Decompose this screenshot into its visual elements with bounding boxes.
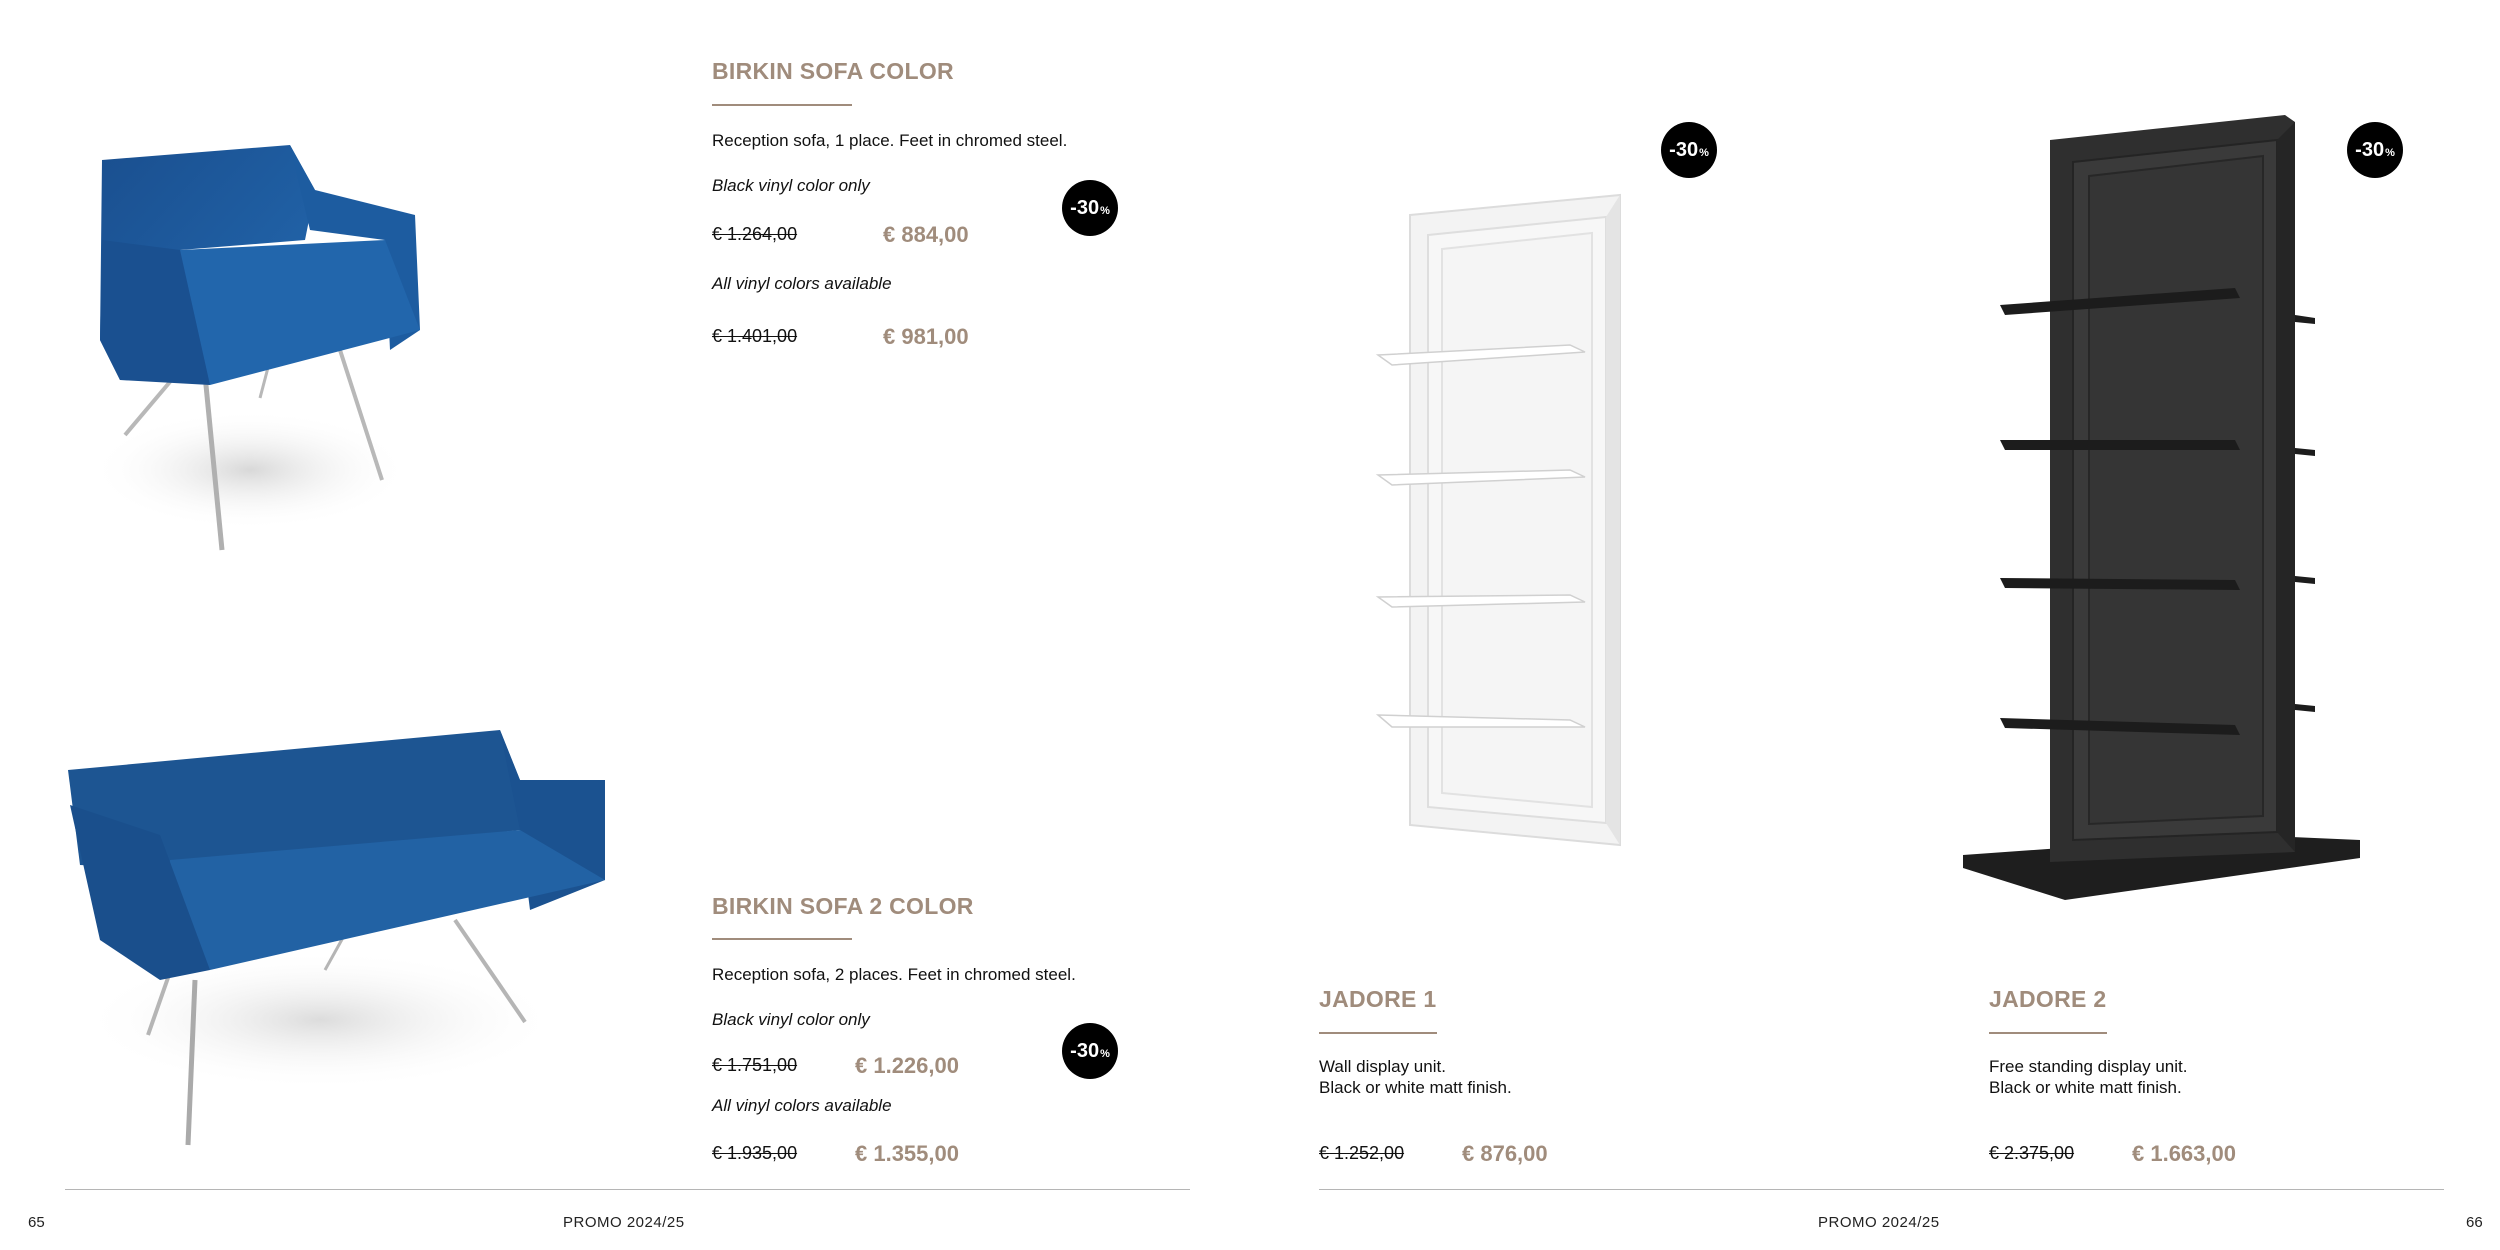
footer-divider <box>65 1189 1190 1190</box>
new-price: € 1.663,00 <box>2132 1141 2236 1166</box>
new-price: € 1.355,00 <box>855 1141 959 1166</box>
footer-divider <box>1319 1189 2444 1190</box>
discount-value: -30 <box>1070 1039 1100 1062</box>
option-label-black-vinyl: Black vinyl color only <box>712 176 870 195</box>
product-description-line2: Black or white matt finish. <box>1319 1078 1512 1097</box>
sofa-image <box>60 710 620 1160</box>
white-wall-display-image <box>1370 185 1630 855</box>
old-price: € 2.375,00 <box>1989 1143 2075 1163</box>
page-number: 66 <box>2466 1214 2483 1231</box>
discount-unit: % <box>2385 147 2395 159</box>
footer-label: PROMO 2024/25 <box>1818 1214 1940 1231</box>
product-title-birkin-sofa-2-color: BIRKIN SOFA 2 COLOR <box>712 893 974 919</box>
armchair-image <box>60 120 440 580</box>
discount-unit: % <box>1100 1048 1110 1060</box>
product-description-line1: Free standing display unit. <box>1989 1057 2188 1076</box>
old-price: € 1.751,00 <box>712 1055 798 1075</box>
discount-badge <box>1062 180 1118 236</box>
page-number: 65 <box>28 1214 45 1231</box>
discount-badge <box>1661 122 1717 178</box>
product-title-jadore-1: JADORE 1 <box>1319 986 1437 1012</box>
product-description-line2: Black or white matt finish. <box>1989 1078 2182 1097</box>
product-description: Reception sofa, 2 places. Feet in chromed steel. <box>712 965 1076 984</box>
title-underline <box>712 104 852 106</box>
new-price: € 876,00 <box>1462 1141 1548 1166</box>
product-description-line1: Wall display unit. <box>1319 1057 1446 1076</box>
old-price: € 1.401,00 <box>712 326 798 346</box>
discount-badge <box>2347 122 2403 178</box>
discount-unit: % <box>1100 205 1110 217</box>
old-price: € 1.935,00 <box>712 1143 798 1163</box>
new-price: € 981,00 <box>883 324 969 349</box>
option-label-all-vinyl: All vinyl colors available <box>712 274 892 293</box>
title-underline <box>1989 1032 2107 1034</box>
new-price: € 1.226,00 <box>855 1053 959 1078</box>
product-title-birkin-sofa-color: BIRKIN SOFA COLOR <box>712 58 954 84</box>
title-underline <box>712 938 852 940</box>
option-label-black-vinyl: Black vinyl color only <box>712 1010 870 1029</box>
new-price: € 884,00 <box>883 222 969 247</box>
product-title-jadore-2: JADORE 2 <box>1989 986 2107 1012</box>
discount-value: -30 <box>1070 196 1100 219</box>
old-price: € 1.252,00 <box>1319 1143 1405 1163</box>
product-description: Reception sofa, 1 place. Feet in chromed steel. <box>712 131 1068 150</box>
discount-value: -30 <box>1669 138 1699 161</box>
option-label-all-vinyl: All vinyl colors available <box>712 1096 892 1115</box>
black-standing-display-image <box>1955 110 2365 910</box>
discount-badge <box>1062 1023 1118 1079</box>
discount-value: -30 <box>2355 138 2385 161</box>
old-price: € 1.264,00 <box>712 224 798 244</box>
footer-label: PROMO 2024/25 <box>563 1214 685 1231</box>
title-underline <box>1319 1032 1437 1034</box>
discount-unit: % <box>1699 147 1709 159</box>
